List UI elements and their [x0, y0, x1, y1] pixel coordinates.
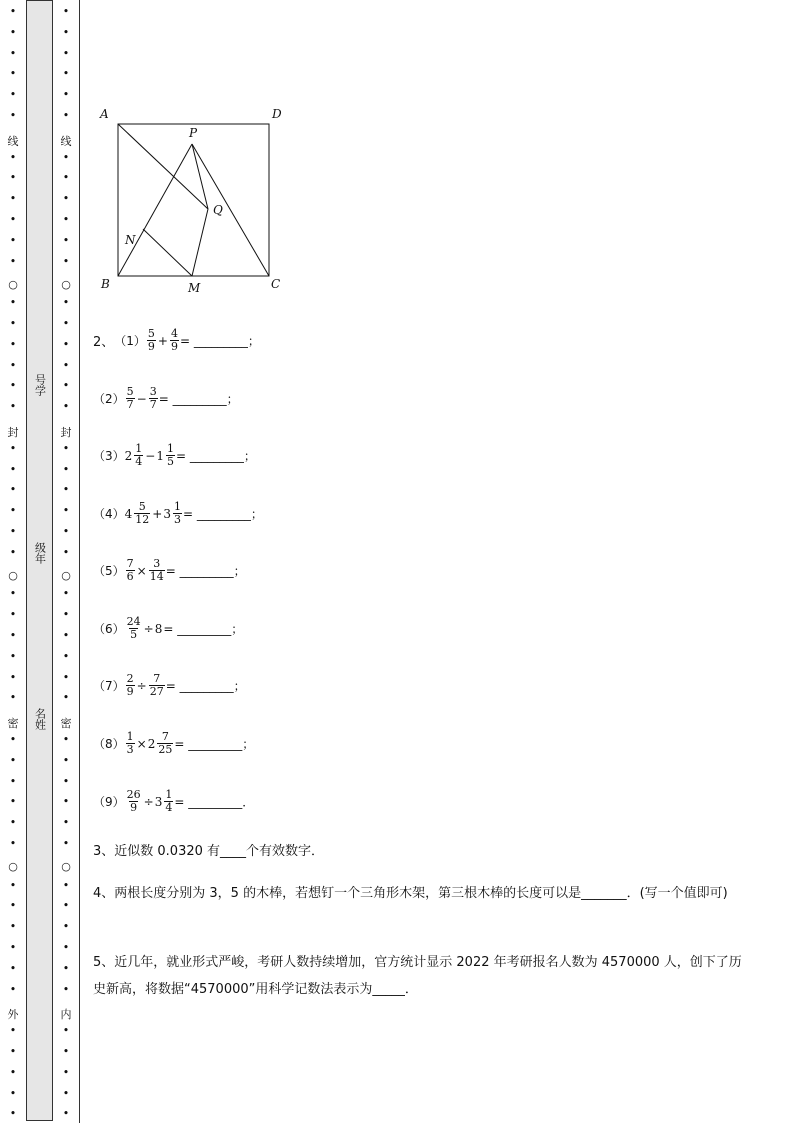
numerator: 1	[173, 500, 181, 513]
question-2-item	[93, 616, 243, 641]
operator: ×	[136, 563, 147, 578]
operator: +	[152, 506, 163, 521]
outer-margin-dot: •	[9, 25, 17, 39]
question-2-number: 2、	[93, 335, 115, 350]
denominator: 6	[126, 570, 134, 583]
numerator: 7	[161, 730, 169, 743]
inner-margin-dot: •	[62, 982, 70, 996]
inner-margin-seal-mark: 密	[60, 717, 72, 730]
inner-margin-dot: •	[62, 816, 70, 830]
label-q: Q	[213, 203, 223, 217]
fraction	[126, 731, 135, 756]
item-label: （1）	[114, 334, 146, 348]
outer-margin-dot: •	[9, 171, 17, 185]
numerator: 4	[170, 327, 178, 340]
denominator: 9	[170, 340, 178, 353]
fraction	[166, 443, 175, 468]
numerator: 7	[126, 557, 134, 570]
inner-margin-dot: •	[62, 753, 70, 767]
binding-margin-inner	[53, 0, 80, 1123]
outer-margin-dot: •	[9, 337, 17, 351]
answer-blank[interactable]: = _________；	[165, 679, 246, 693]
inner-margin-dot: •	[62, 358, 70, 372]
label-p: P	[189, 126, 198, 140]
inner-margin-dot: •	[62, 837, 70, 850]
outer-margin-dot: •	[9, 961, 17, 975]
inner-margin-dot: •	[62, 67, 70, 81]
mixed-whole: 2	[147, 736, 156, 751]
inner-margin-dot: •	[62, 1065, 70, 1079]
inner-margin-dot: •	[62, 920, 70, 934]
operator: +	[157, 333, 168, 348]
outer-margin-circle: ○	[8, 569, 18, 582]
denominator: 7	[149, 398, 157, 411]
fraction	[126, 673, 135, 698]
mixed-whole: 2	[124, 448, 133, 463]
outer-margin-dot: •	[9, 733, 17, 746]
inner-margin-dot: •	[62, 899, 70, 913]
inner-margin-dot: •	[62, 171, 70, 185]
denominator: 9	[126, 685, 134, 698]
denominator: 5	[166, 455, 174, 468]
answer-blank[interactable]: = _________；	[179, 334, 260, 348]
inner-margin-circle: ○	[61, 569, 71, 582]
inner-margin-dot: •	[62, 629, 70, 642]
segment-pc	[192, 144, 269, 276]
numerator: 26	[126, 788, 141, 801]
numerator: 1	[126, 730, 134, 743]
fraction	[164, 789, 173, 814]
label-c: C	[271, 277, 281, 291]
operator: ÷	[143, 621, 154, 636]
inner-margin-dot: •	[62, 213, 70, 226]
numerator: 5	[147, 327, 155, 340]
numerator: 24	[126, 615, 141, 628]
inner-margin-dot: •	[62, 46, 70, 60]
denominator: 5	[130, 628, 138, 641]
answer-blank[interactable]: = _________；	[165, 564, 246, 578]
operator: ×	[136, 736, 147, 751]
integer: 8	[154, 621, 163, 636]
outer-margin-dot: •	[9, 88, 17, 102]
inner-margin-dot: •	[62, 400, 70, 414]
outer-margin-seal-mark: 外	[7, 1008, 19, 1021]
item-label: （7）	[93, 679, 125, 693]
outer-margin-dot: •	[9, 5, 17, 18]
answer-blank[interactable]: = _________；	[174, 737, 255, 751]
numerator: 2	[126, 672, 134, 685]
denominator: 27	[149, 685, 164, 698]
inner-margin-dot: •	[62, 150, 70, 164]
question-4: 4、两根长度分别为 3，5 的木棒，若想钉一个三角形木架，第三根木棒的长度可以是_______．(写一个值即可)	[93, 886, 728, 901]
inner-margin-dot: •	[62, 878, 70, 892]
inner-margin-seal-mark: 封	[60, 426, 72, 439]
item-label: （2）	[93, 392, 125, 406]
inner-margin-circle: ○	[61, 860, 71, 873]
outer-margin-dot: •	[9, 317, 17, 330]
answer-blank[interactable]: = _________；	[182, 507, 263, 521]
outer-margin-circle: ○	[8, 278, 18, 291]
geometry-figure	[95, 102, 295, 302]
segment-pq	[192, 144, 208, 209]
label-m: M	[188, 281, 201, 295]
inner-margin-dot: •	[62, 691, 70, 705]
question-2-item	[93, 789, 254, 814]
outer-margin-dot: •	[9, 1086, 17, 1100]
inner-margin-dot: •	[62, 1107, 70, 1121]
inner-margin-dot: •	[62, 525, 70, 538]
outer-margin-dot: •	[9, 213, 17, 226]
outer-margin-dot: •	[9, 670, 17, 684]
answer-blank[interactable]: = _________；	[175, 449, 256, 463]
inner-margin-dot: •	[62, 608, 70, 622]
numerator: 7	[153, 672, 161, 685]
outer-margin-dot: •	[9, 254, 17, 268]
item-label: （9）	[93, 795, 125, 809]
outer-margin-dot: •	[9, 462, 17, 476]
grade-label: 级年	[33, 542, 47, 564]
inner-margin-dot: •	[62, 5, 70, 18]
inner-margin-seal-mark: 内	[60, 1008, 72, 1021]
inner-margin-dot: •	[62, 379, 70, 393]
question-2-item	[93, 558, 246, 583]
operator: −	[145, 448, 156, 463]
outer-margin-dot: •	[9, 483, 17, 497]
outer-margin-dot: •	[9, 753, 17, 767]
inner-margin-dot: •	[62, 192, 70, 206]
outer-margin-dot: •	[9, 192, 17, 206]
outer-margin-dot: •	[9, 400, 17, 414]
outer-margin-circle: ○	[8, 860, 18, 873]
outer-margin-dot: •	[9, 899, 17, 913]
inner-margin-dot: •	[62, 941, 70, 954]
outer-margin-dot: •	[9, 504, 17, 518]
inner-margin-dot: •	[62, 1086, 70, 1100]
segment-qm	[192, 209, 208, 276]
operator: −	[136, 391, 147, 406]
mixed-whole: 3	[154, 794, 163, 809]
outer-margin-dot: •	[9, 587, 17, 601]
question-2-item	[93, 673, 246, 698]
segment-nm	[143, 229, 192, 276]
inner-margin-dot: •	[62, 296, 70, 310]
mixed-whole: 1	[156, 448, 164, 463]
outer-margin-dot: •	[9, 1045, 17, 1058]
answer-blank[interactable]: = _________．	[174, 795, 255, 809]
fraction	[149, 558, 165, 583]
numerator: 5	[126, 385, 134, 398]
question-2-item	[93, 386, 239, 411]
numerator: 1	[166, 442, 174, 455]
outer-margin-seal-mark: 密	[7, 717, 19, 730]
fraction	[126, 616, 142, 641]
numerator: 5	[138, 500, 146, 513]
inner-margin-dot: •	[62, 254, 70, 268]
denominator: 4	[165, 801, 173, 814]
outer-margin-dot: •	[9, 837, 17, 850]
numerator: 1	[165, 788, 173, 801]
inner-margin-dot: •	[62, 587, 70, 601]
label-d: D	[272, 107, 282, 121]
inner-margin-seal-mark: 线	[60, 135, 72, 148]
outer-margin-dot: •	[9, 150, 17, 164]
denominator: 4	[135, 455, 143, 468]
denominator: 14	[149, 570, 164, 583]
outer-margin-dot: •	[9, 67, 17, 81]
numerator: 1	[135, 442, 143, 455]
label-b: B	[101, 277, 110, 291]
denominator: 12	[135, 513, 150, 526]
denominator: 25	[158, 743, 173, 756]
inner-margin-dot: •	[62, 733, 70, 746]
fraction	[147, 328, 156, 353]
outer-margin-dot: •	[9, 1024, 17, 1038]
fraction	[126, 558, 135, 583]
inner-margin-dot: •	[62, 961, 70, 975]
inner-margin-dot: •	[62, 88, 70, 102]
question-2-item	[93, 328, 260, 353]
denominator: 7	[126, 398, 134, 411]
operator: ÷	[136, 678, 147, 693]
outer-margin-dot: •	[9, 941, 17, 954]
fraction	[157, 731, 173, 756]
student-number-label: 号学	[33, 374, 47, 396]
outer-margin-dot: •	[9, 441, 17, 455]
outer-margin-dot: •	[9, 649, 17, 663]
question-5: 5、近几年，就业形式严峻，考研人数持续增加，官方统计显示 2022 年考研报名人数为 4570000 人，创下了历史新高，将数据“4570000”用科学记数法表示为_____．	[93, 955, 742, 997]
numerator: 3	[153, 557, 161, 570]
inner-margin-dot: •	[62, 795, 70, 809]
fraction	[173, 501, 182, 526]
outer-margin-dot: •	[9, 109, 17, 122]
answer-blank[interactable]: = _________；	[158, 392, 239, 406]
item-label: （8）	[93, 737, 125, 751]
outer-margin-dot: •	[9, 379, 17, 393]
inner-margin-dot: •	[62, 233, 70, 247]
outer-margin-dot: •	[9, 296, 17, 310]
segment-bp	[118, 144, 192, 276]
outer-margin-dot: •	[9, 1065, 17, 1079]
answer-blank[interactable]: = _________；	[163, 622, 244, 636]
denominator: 9	[147, 340, 155, 353]
denominator: 3	[126, 743, 134, 756]
outer-margin-dot: •	[9, 691, 17, 705]
outer-margin-dot: •	[9, 795, 17, 809]
outer-margin-dot: •	[9, 1107, 17, 1121]
outer-margin-dot: •	[9, 545, 17, 559]
mixed-whole: 4	[124, 506, 133, 521]
denominator: 3	[173, 513, 181, 526]
inner-margin-circle: ○	[61, 278, 71, 291]
operator: ÷	[143, 794, 154, 809]
outer-margin-dot: •	[9, 982, 17, 996]
outer-margin-seal-mark: 线	[7, 135, 19, 148]
inner-margin-dot: •	[62, 1045, 70, 1058]
inner-margin-dot: •	[62, 670, 70, 684]
fraction	[134, 501, 150, 526]
question-2-item	[93, 501, 263, 526]
outer-margin-dot: •	[9, 878, 17, 892]
fraction	[126, 789, 142, 814]
inner-margin-dot: •	[62, 317, 70, 330]
fraction	[170, 328, 179, 353]
outer-margin-seal-mark: 封	[7, 426, 19, 439]
numerator: 3	[149, 385, 157, 398]
outer-margin-dot: •	[9, 525, 17, 538]
item-label: （3）	[93, 449, 125, 463]
fraction	[149, 673, 165, 698]
item-label: （5）	[93, 564, 125, 578]
inner-margin-dot: •	[62, 504, 70, 518]
denominator: 9	[130, 801, 138, 814]
inner-margin-dot: •	[62, 462, 70, 476]
name-label: 名姓	[33, 708, 47, 730]
inner-margin-dot: •	[62, 649, 70, 663]
inner-margin-dot: •	[62, 1024, 70, 1038]
fraction	[149, 386, 158, 411]
inner-margin-dot: •	[62, 109, 70, 122]
fraction	[126, 386, 135, 411]
outer-margin-dot: •	[9, 233, 17, 247]
outer-margin-dot: •	[9, 608, 17, 622]
inner-margin-dot: •	[62, 441, 70, 455]
item-label: （6）	[93, 622, 125, 636]
question-2-item	[93, 731, 254, 756]
label-a: A	[100, 107, 109, 121]
outer-margin-dot: •	[9, 816, 17, 830]
inner-margin-dot: •	[62, 483, 70, 497]
binding-margin-outer	[0, 0, 26, 1123]
outer-margin-dot: •	[9, 774, 17, 788]
question-2-item	[93, 443, 256, 468]
outer-margin-dot: •	[9, 358, 17, 372]
inner-margin-dot: •	[62, 337, 70, 351]
fraction	[134, 443, 143, 468]
item-label: （4）	[93, 507, 125, 521]
inner-margin-dot: •	[62, 774, 70, 788]
inner-margin-dot: •	[62, 545, 70, 559]
question-3: 3、近似数 0.0320 有____个有效数字．	[93, 844, 325, 859]
inner-margin-dot: •	[62, 25, 70, 39]
outer-margin-dot: •	[9, 920, 17, 934]
outer-margin-dot: •	[9, 46, 17, 60]
outer-margin-dot: •	[9, 629, 17, 642]
label-n: N	[125, 233, 136, 247]
mixed-whole: 3	[163, 506, 171, 521]
